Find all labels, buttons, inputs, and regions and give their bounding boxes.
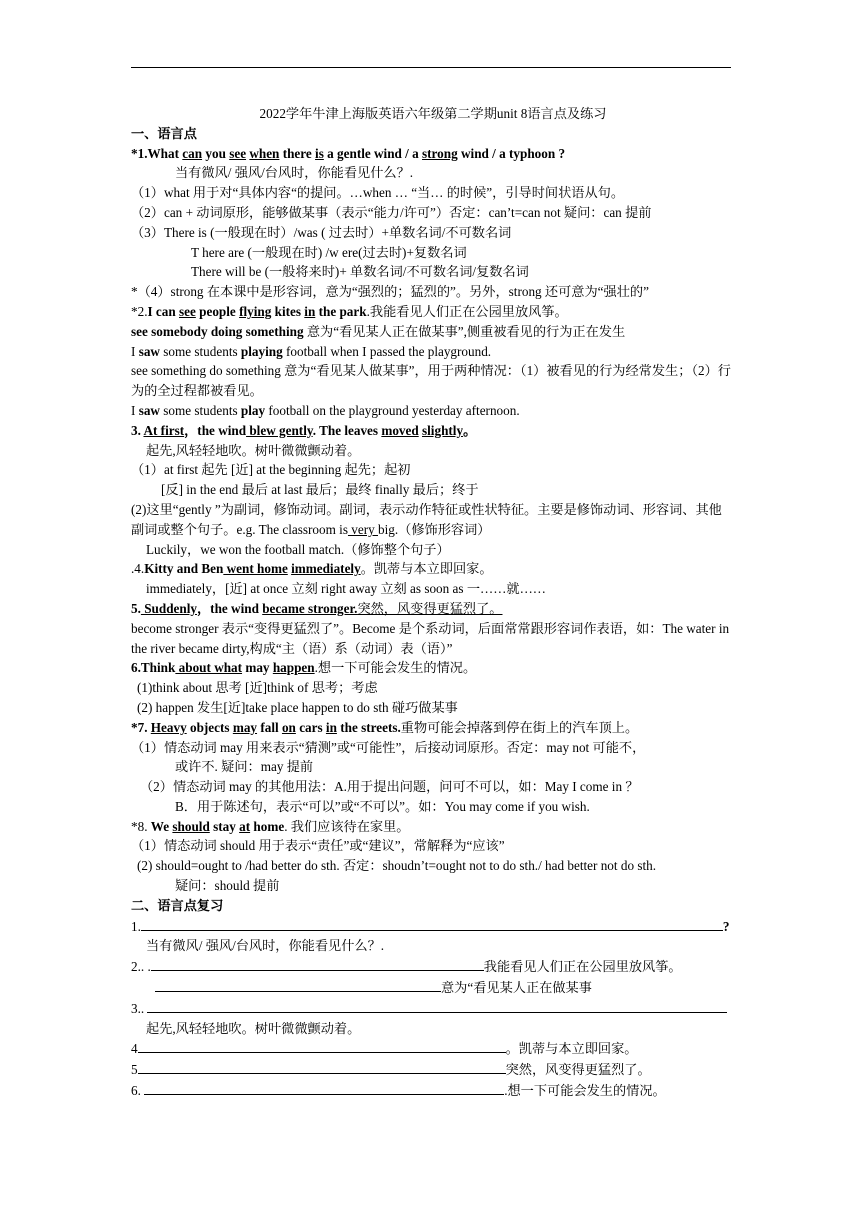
point-6-sentence: 6.Think about what may happen.想一下可能会发生的情况。 bbox=[131, 660, 477, 676]
point-1-translation: 当有微风/ 强风/台风时，你能看见什么？. bbox=[175, 165, 414, 181]
point-7-note-1: （1）情态动词 may 用来表示“猜测”或“可能性”，后接动词原形。否定：may not 可能不， bbox=[131, 739, 646, 755]
point-3-note-2: (2)这里“gently ”为副词，修饰动词。副词，表示动作特征或性状特征。主要是修饰动词、形容词、其他副词或整个句子。e.g. The classroom is very big.（修饰形容词） bbox=[131, 501, 722, 537]
point-8-note-2: (2) should=ought to /had better do sth. 否定：shoudn’t=ought not to do sth./ had better not do sth. bbox=[137, 858, 657, 874]
review-item-2b: 意为“看见某人正在做某事 bbox=[131, 977, 735, 998]
point-8-sentence: *8. We should stay at home. 我们应该待在家里。 bbox=[131, 818, 410, 834]
point-4-sentence: .4.Kitty and Ben went home immediately。凯蒂与本立即回家。 bbox=[131, 561, 493, 577]
point-3-note-3: Luckily，we won the football match.（修饰整个句子） bbox=[146, 541, 450, 557]
point-7-note-2b: B．用于陈述句，表示“可以”或“不可以”。如：You may come if you wish. bbox=[175, 798, 590, 814]
point-1-note-3c: There will be (一般将来时)+ 单数名词/不可数名词/复数名词 bbox=[191, 264, 529, 280]
point-6-note-1: (1)think about 思考 [近]think of 思考；考虑 bbox=[137, 680, 378, 696]
section-heading-points: 一、语言点 bbox=[131, 125, 197, 141]
review-blank-2b[interactable] bbox=[155, 977, 441, 992]
review-item-3-translation: 起先,风轻轻地吹。树叶微微颤动着。 bbox=[146, 1020, 361, 1036]
review-item-1: 1. ? bbox=[131, 916, 735, 937]
document-title: 2022学年牛津上海版英语六年级第二学期unit 8语言点及练习 bbox=[259, 106, 607, 121]
point-2-note-2: see something do something 意为“看见某人做某事”，用于两种情况：（1）被看见的行为经常发生；（2）行为的全过程都被看见。 bbox=[131, 363, 731, 399]
point-3-note-1b: [反] in the end 最后 at last 最后；最终 finally 最后；终于 bbox=[161, 482, 479, 498]
point-5-sentence: 5. Suddenly，the wind became stronger.突然，风变得更猛烈了。 bbox=[131, 600, 503, 616]
point-1-note-4: *（4）strong 在本课中是形容词，意为“强烈的；猛烈的”。另外，strong 还可意为“强壮的” bbox=[131, 284, 649, 300]
point-8-note-2b: 疑问：should 提前 bbox=[175, 878, 280, 894]
point-2-sentence: *2.I can see people flying kites in the park.我能看见人们正在公园里放风筝。 bbox=[131, 303, 568, 319]
point-6-note-2: (2) happen 发生[近]take place happen to do sth 碰巧做某事 bbox=[137, 699, 458, 715]
point-1-note-2: （2）can + 动词原形，能够做某事（表示“能力/许可”）否定：can’t=can not 疑问：can 提前 bbox=[131, 204, 652, 220]
review-item-6: 6. .想一下可能会发生的情况。 bbox=[131, 1080, 735, 1101]
point-3-translation: 起先,风轻轻地吹。树叶微微颤动着。 bbox=[146, 442, 361, 458]
document-body bbox=[131, 104, 735, 1101]
point-1-note-3: （3）There is (一般现在时）/was ( 过去时）+单数名词/不可数名词 bbox=[131, 224, 512, 240]
review-blank-1[interactable] bbox=[141, 916, 723, 931]
point-4-note-1: immediately，[近] at once 立刻 right away 立刻 as soon as 一……就…… bbox=[146, 581, 546, 597]
header-rule bbox=[131, 67, 731, 68]
point-7-note-2: （2）情态动词 may 的其他用法：A.用于提出问题，问可不可以，如：May I come in ？ bbox=[140, 779, 639, 795]
review-blank-6[interactable] bbox=[144, 1080, 504, 1095]
section-heading-review: 二、语言点复习 bbox=[131, 897, 224, 913]
review-item-2: 2.. . 我能看见人们正在公园里放风筝。 bbox=[131, 956, 735, 977]
point-3-note-1: （1）at first 起先 [近] at the beginning 起先；起初 bbox=[131, 462, 411, 478]
review-blank-3[interactable] bbox=[147, 998, 727, 1013]
review-blank-2[interactable] bbox=[151, 956, 484, 971]
point-5-note-1: become stronger 表示“变得更猛烈了”。Become 是个系动词，后面常常跟形容词作表语，如：The water in the river became dirty,构成“主（语）系（动词）表（语）” bbox=[131, 620, 730, 656]
review-blank-4[interactable] bbox=[138, 1038, 506, 1053]
point-2-note-1: see somebody doing something 意为“看见某人正在做某事”,侧重被看见的行为正在发生 bbox=[131, 323, 626, 339]
point-1-note-1: （1）what 用于对“具体内容“的提问。…when … “当… 的时候”，引导时间状语从句。 bbox=[131, 185, 625, 201]
point-7-note-1b: 或许不. 疑问：may 提前 bbox=[175, 759, 314, 775]
point-2-example-2: I saw some students play football on the playground yesterday afternoon. bbox=[131, 402, 520, 418]
review-item-5: 5 突然，风变得更猛烈了。 bbox=[131, 1059, 735, 1080]
review-item-4: 4 。凯蒂与本立即回家。 bbox=[131, 1038, 735, 1059]
point-2-example-1: I saw some students playing football when I passed the playground. bbox=[131, 343, 492, 359]
review-item-1-translation: 当有微风/ 强风/台风时，你能看见什么？. bbox=[146, 938, 385, 954]
point-1-sentence: *1.What can you see when there is a gentle wind / a strong wind / a typhoon ? bbox=[131, 145, 566, 161]
point-1-note-3b: T here are (一般现在时) /w ere(过去时)+复数名词 bbox=[191, 244, 467, 260]
point-3-sentence: 3. At first，the wind blew gently. The leaves moved slightly。 bbox=[131, 422, 477, 438]
review-blank-5[interactable] bbox=[138, 1059, 506, 1074]
review-item-3: 3.. bbox=[131, 998, 735, 1019]
point-7-sentence: *7. Heavy objects may fall on cars in the streets.重物可能会掉落到停在街上的汽车顶上。 bbox=[131, 719, 639, 735]
point-8-note-1: （1）情态动词 should 用于表示“责任”或“建议”，常解释为“应该” bbox=[131, 838, 505, 854]
